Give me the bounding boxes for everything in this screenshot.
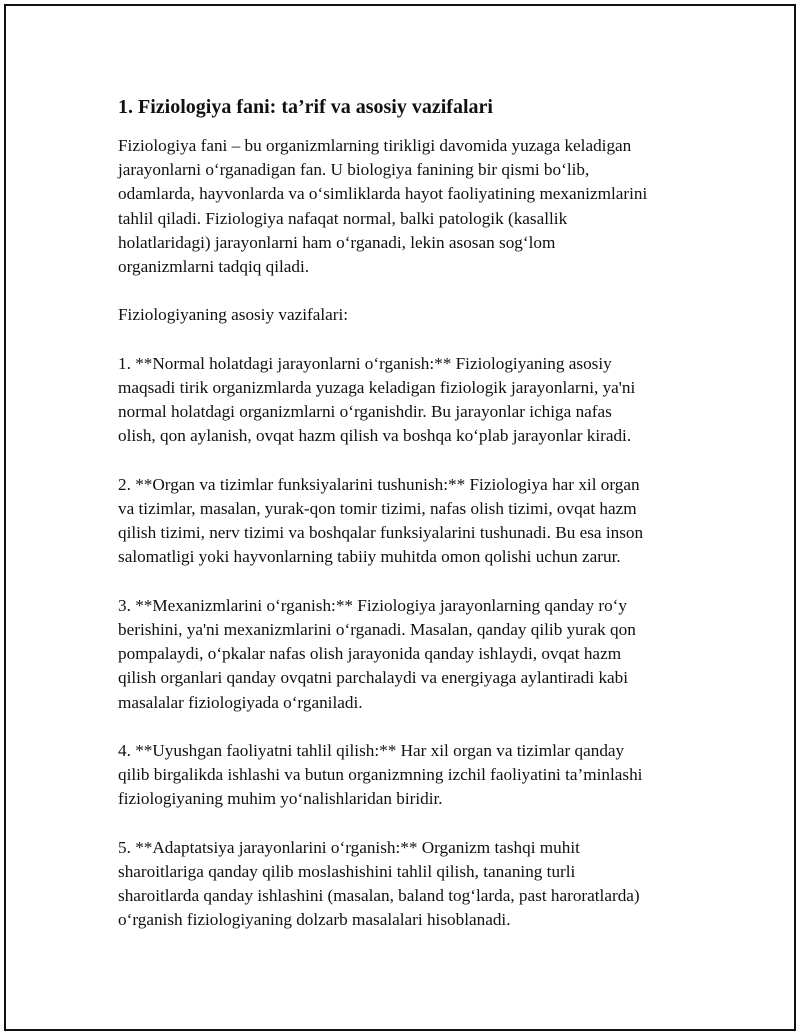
text-line: 4. **Uyushgan faoliyatni tahlil qilish:** Har xil organ va tizimlar qanday: [118, 741, 625, 760]
text-line: holatlaridagi) jarayonlarni ham o‘rganadi, lekin asosan sog‘lom: [118, 232, 556, 252]
text-line: qilish tizimi, nerv tizimi va boshqalar funksiyalarini tushunadi. Bu esa inson: [118, 523, 644, 543]
document-body: [118, 94, 688, 957]
tasks-heading: Fiziologiyaning asosiy vazifalari:: [118, 305, 349, 325]
text-line: o‘rganish fiziologiyaning dolzarb masalalari hisoblanadi.: [118, 910, 511, 930]
text-line: 5. **Adaptatsiya jarayonlarini o‘rganish:** Organizm tashqi muhit: [118, 837, 580, 857]
text-line: organizmlarni tadqiq qiladi.: [118, 257, 310, 277]
task-item-1: [118, 352, 688, 449]
text-line: pompalaydi, o‘pkalar nafas olish jarayonida qanday ishlaydi, ovqat hazm: [118, 644, 622, 664]
task-item-2: [118, 473, 688, 570]
text-line: qilib birgalikda ishlashi va butun organizmning izchil faoliyatini ta’minlashi: [118, 765, 643, 785]
text-line: qilish organlari qanday ovqatni parchalaydi va energiyaga aylantiradi kabi: [118, 668, 629, 688]
text-line: maqsadi tirik organizmlarda yuzaga keladigan fiziologik jarayonlarni, ya'ni: [118, 378, 636, 397]
task-item-4: [118, 739, 688, 812]
text-line: 1. **Normal holatdagi jarayonlarni o‘rganish:** Fiziologiyaning asosiy: [118, 353, 612, 373]
text-line: olish, qon aylanish, ovqat hazm qilish va boshqa ko‘plab jarayonlar kiradi.: [118, 426, 632, 446]
text-line: sharoitlariga qanday qilib moslashishini tahlil qilish, tananing turli: [118, 862, 576, 881]
text-line: 3. **Mexanizmlarini o‘rganish:** Fiziologiya jarayonlarning qanday ro‘y: [118, 595, 627, 615]
text-line: berishini, ya'ni mexanizmlarini o‘rganadi. Masalan, qanday qilib yurak qon: [118, 620, 636, 639]
text-line: tahlil qiladi. Fiziologiya nafaqat normal, balki patologik (kasallik: [118, 208, 568, 228]
text-line: salomatligi yoki hayvonlarning tabiiy muhitda omon qolishi uchun zarur.: [118, 547, 621, 567]
text-line: normal holatdagi organizmlarni o‘rganishdir. Bu jarayonlar ichiga nafas: [118, 402, 612, 422]
text-line: masalalar fiziologiyada o‘rganiladi.: [118, 692, 363, 712]
text-line: odamlarda, hayvonlarda va o‘simliklarda hayot faoliyatining mexanizmlarini: [118, 184, 648, 204]
task-item-5: [118, 836, 688, 933]
task-item-3: [118, 594, 688, 715]
intro-paragraph: [118, 134, 688, 279]
text-line: Fiziologiya fani – bu organizmlarning tirikligi davomida yuzaga keladigan: [118, 136, 632, 155]
text-line: jarayonlarni o‘rganadigan fan. U biologiya fanining bir qismi bo‘lib,: [118, 160, 590, 180]
section-title: 1. Fiziologiya fani: ta’rif va asosiy vazifalari: [118, 96, 493, 118]
text-line: sharoitlarda qanday ishlashini (masalan, baland tog‘larda, past haroratlarda): [118, 886, 640, 906]
text-line: 2. **Organ va tizimlar funksiyalarini tushunish:** Fiziologiya har xil organ: [118, 474, 640, 494]
tasks-heading-paragraph: [118, 303, 688, 327]
text-line: fiziologiyaning muhim yo‘nalishlaridan biridir.: [118, 789, 443, 809]
text-line: va tizimlar, masalan, yurak-qon tomir tizimi, nafas olish tizimi, ovqat hazm: [118, 499, 637, 518]
